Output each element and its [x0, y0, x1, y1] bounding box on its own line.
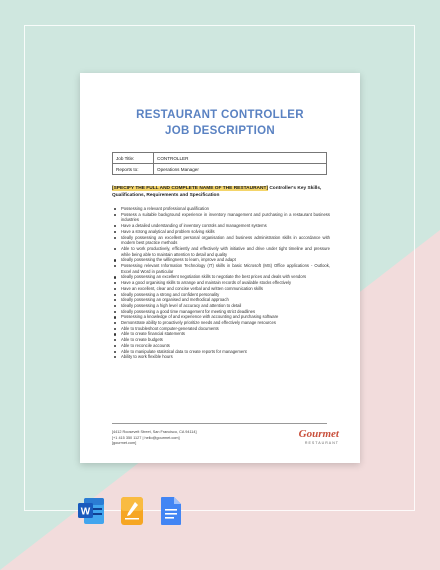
list-item: Possessing a relevant professional qualification [112, 206, 330, 212]
reports-to-value: Operations Manager [154, 164, 327, 175]
address-line: [4412 Roosevelt Street, San Francisco, CA 94114] [112, 430, 197, 434]
list-item: Able to troubleshoot computer-generated documents [112, 326, 330, 332]
list-item: Able to reconcile accounts [112, 343, 330, 349]
skills-list [112, 206, 330, 360]
list-item: Ability to work flexible hours [112, 354, 330, 360]
list-item: Possessing relevant Information Technology (IT) skills in basic Microsoft (MS) Office applications - Outlook, Excel and Word in particular [112, 263, 330, 274]
gourmet-logo [279, 429, 339, 445]
list-item: Possessing a knowledge of and experience with accounting and purchasing software [112, 314, 330, 320]
svg-text:W: W [80, 506, 91, 518]
pages-icon[interactable] [120, 496, 144, 526]
table-row [113, 164, 327, 175]
contact-line: [+1 415 350 1127 | hello@gourmet.com] [112, 435, 180, 440]
website-line: [gourmet.com] [112, 441, 137, 446]
logo-subtitle: RESTAURANT [304, 441, 339, 445]
table-row [113, 153, 327, 164]
list-item: Ideally possessing an excellent negotiation skills to negotiate the best prices and deals with vendors [112, 274, 330, 280]
list-item: Ideally possessing a strong and confident personality [112, 292, 330, 298]
list-item: Possess a suitable background experience in inventory management and purchasing in a restaurant business industries [112, 212, 330, 223]
job-title-value: CONTROLLER [154, 153, 327, 164]
list-item: Have a good organising skills to arrange and maintain records of available stocks effectively [112, 280, 330, 286]
document-title-line2: JOB DESCRIPTION [165, 125, 275, 137]
restaurant-name-placeholder: [SPECIFY THE FULL AND COMPLETE NAME OF THE RESTAURANT] [112, 186, 268, 191]
list-item: Ideally possessing the willingness to learn, improve and adapt [112, 257, 330, 263]
list-item: Have a detailed understanding of inventory controls and management systems [112, 223, 330, 229]
list-item: Demonstrate ability to proactively prioritize needs and effectively manage resources [112, 320, 330, 326]
app-icons-row [0, 496, 440, 528]
google-docs-icon[interactable] [160, 496, 182, 526]
word-icon[interactable] [78, 496, 106, 526]
list-item: Have an excellent, clear and concise verbal and written communication skills [112, 286, 330, 292]
list-item: Ideally possessing an excellent personal organisation and business administration skills in accordance with modern best practice methods [112, 235, 330, 246]
reports-to-label: Reports to: [113, 164, 154, 175]
job-info-table [112, 152, 327, 175]
list-item: Ideally possessing a high level of accuracy and attention to detail [112, 303, 330, 309]
footer-divider [112, 423, 327, 424]
list-item: Able to work productively, efficiently and effectively with initiative and drive under tight timeline and pressure while being able to maintain attention to detail and quality [112, 246, 330, 257]
document-title-line1: RESTAURANT CONTROLLER [136, 109, 304, 121]
contact-address [112, 430, 232, 447]
skills-heading [112, 185, 330, 199]
logo-brand: Gourmet [298, 428, 339, 440]
list-item: Able to create financial statements [112, 331, 330, 337]
list-item: Ideally possessing a good time management for meeting strict deadlines [112, 309, 330, 315]
document-page [80, 73, 360, 463]
list-item: Have a strong analytical and problem solving skills [112, 229, 330, 235]
skills-heading-text: Controller's Key Skills, Qualifications, Requirements and Specification [112, 186, 322, 198]
list-item: Able to create budgets [112, 337, 330, 343]
list-item: Able to manipulate statistical data to create reports for management [112, 349, 330, 355]
job-title-label: Job Title: [113, 153, 154, 164]
list-item: Ideally possessing an organised and methodical approach [112, 297, 330, 303]
